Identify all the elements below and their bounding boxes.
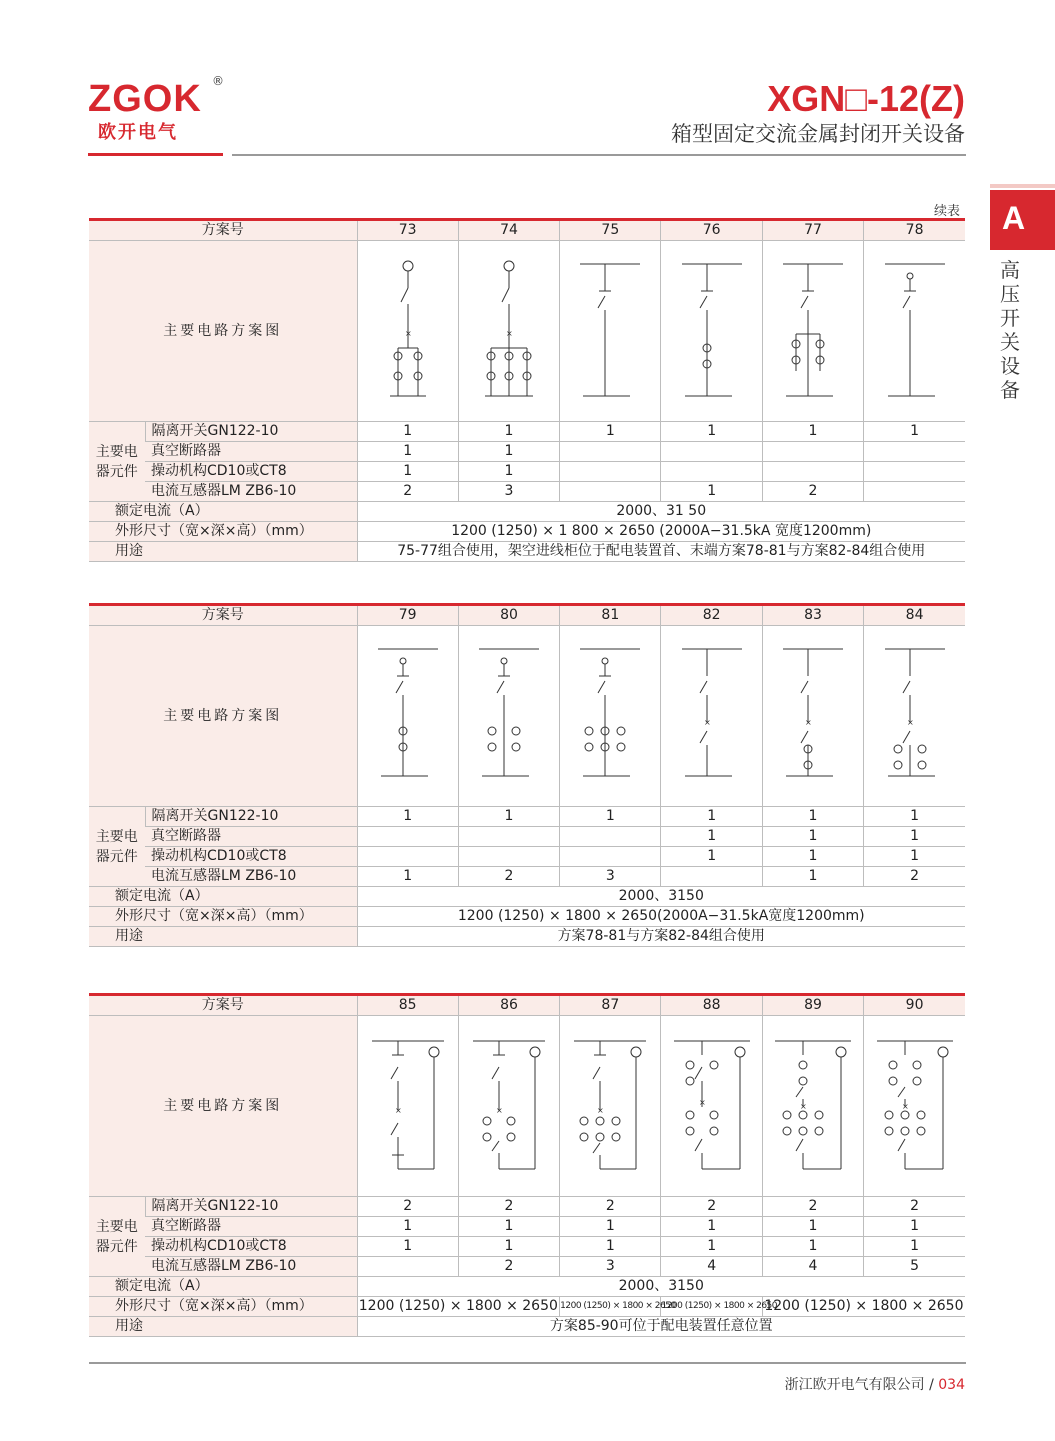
ct-row: [89, 867, 965, 887]
size-value: 1200 (1250) × 1 800 × 2650 (2000A−31.5kA 宽度1200mm): [357, 522, 965, 542]
circuit-74-icon: [479, 256, 539, 406]
value-cell: 1: [762, 807, 863, 827]
diagram-cell: [864, 626, 965, 807]
ct-row: [89, 1257, 965, 1277]
value-cell: 1: [661, 827, 762, 847]
svg-text:×: ×: [404, 329, 412, 338]
value-cell: 1: [357, 1217, 458, 1237]
diagram-cell: [357, 1016, 458, 1197]
current-row: [89, 887, 965, 907]
diagram-label: 主要电路方案图: [89, 626, 357, 807]
circuit-80-icon: [474, 641, 544, 791]
value-cell: 1: [864, 1217, 965, 1237]
scheme-table-1: [89, 218, 965, 562]
diagram-cell: [458, 1016, 559, 1197]
value-cell: [661, 867, 762, 887]
scheme-no: 78: [864, 220, 965, 241]
diagram-row: [89, 626, 965, 807]
scheme-no: 84: [864, 605, 965, 626]
circuit-82-icon: [677, 641, 747, 791]
mechanism-label: 操动机构CD10或CT8: [145, 1237, 357, 1257]
scheme-no: 89: [762, 995, 863, 1016]
value-cell: 1: [458, 1217, 559, 1237]
page-footer: [785, 1374, 965, 1394]
ct-row: [89, 482, 965, 502]
value-cell: 1: [661, 1217, 762, 1237]
diagram-row: [89, 1016, 965, 1197]
size-row: [89, 1297, 965, 1317]
usage-label: 用途: [89, 542, 357, 562]
value-cell: [560, 462, 661, 482]
usage-row: [89, 927, 965, 947]
value-cell: 1: [762, 867, 863, 887]
mechanism-row: [89, 847, 965, 867]
scheme-no: 80: [458, 605, 559, 626]
value-cell: [458, 827, 559, 847]
value-cell: 3: [560, 867, 661, 887]
scheme-no: 87: [560, 995, 661, 1016]
value-cell: 1: [762, 1237, 863, 1257]
value-cell: 1: [357, 422, 458, 442]
current-value: 2000、3150: [357, 887, 965, 907]
scheme-no-label: 方案号: [89, 220, 357, 241]
value-cell: 1: [458, 442, 559, 462]
value-cell: 1: [357, 462, 458, 482]
product-subtitle: 箱型固定交流金属封闭开关设备: [671, 122, 965, 146]
value-cell: 2: [357, 482, 458, 502]
value-cell: 1: [864, 827, 965, 847]
value-cell: 2: [560, 1197, 661, 1217]
value-cell: [357, 827, 458, 847]
value-cell: 3: [560, 1257, 661, 1277]
scheme-table-3: [89, 993, 965, 1337]
value-cell: 1: [560, 422, 661, 442]
scheme-no: 74: [458, 220, 559, 241]
isolator-label: 隔离开关GN122-10: [145, 1197, 357, 1217]
circuit-85-icon: [368, 1031, 448, 1181]
value-cell: 1: [864, 807, 965, 827]
size-value: 1200 (1250) × 1800 × 2650: [357, 1297, 560, 1317]
breaker-row: [89, 827, 965, 847]
value-cell: 1: [762, 827, 863, 847]
isolator-row: [89, 807, 965, 827]
usage-value: 75-77组合使用，架空进线柜位于配电装置首、末端方案78-81与方案82-84组合使用: [357, 542, 965, 562]
value-cell: 2: [762, 482, 863, 502]
footer-divider: [89, 1362, 966, 1364]
scheme-no: 90: [864, 995, 965, 1016]
svg-text:×: ×: [698, 1098, 706, 1107]
size-label: 外形尺寸（宽×深×高）（mm）: [89, 907, 357, 927]
ct-label: 电流互感器LM ZB6-10: [145, 1257, 357, 1277]
value-cell: [357, 847, 458, 867]
component-group-label: 主要电器元件: [89, 807, 145, 887]
company-name: 浙江欧开电气有限公司 /: [784, 1377, 934, 1393]
usage-row: [89, 542, 965, 562]
value-cell: 1: [864, 422, 965, 442]
value-cell: [661, 462, 762, 482]
diagram-cell: [762, 626, 863, 807]
diagram-label: 主要电路方案图: [89, 241, 357, 422]
size-label: 外形尺寸（宽×深×高）（mm）: [89, 522, 357, 542]
value-cell: 2: [864, 1197, 965, 1217]
value-cell: 1: [661, 482, 762, 502]
circuit-84-icon: [880, 641, 950, 791]
current-label: 额定电流（A）: [89, 502, 357, 522]
logo-text: ZGOK: [88, 78, 202, 120]
circuit-81-icon: [575, 641, 645, 791]
current-row: [89, 502, 965, 522]
breaker-row: [89, 442, 965, 462]
value-cell: 2: [458, 867, 559, 887]
breaker-label: 真空断路器: [145, 1217, 357, 1237]
size-label: 外形尺寸（宽×深×高）（mm）: [89, 1297, 357, 1317]
value-cell: 2: [458, 1257, 559, 1277]
svg-text:×: ×: [495, 1106, 503, 1115]
current-value: 2000、31 50: [357, 502, 965, 522]
value-cell: [560, 827, 661, 847]
circuit-90-icon: [873, 1031, 957, 1181]
scheme-no-label: 方案号: [89, 995, 357, 1016]
svg-text:×: ×: [394, 1106, 402, 1115]
value-cell: 1: [762, 422, 863, 442]
circuit-88-icon: [670, 1031, 754, 1181]
circuit-83-icon: [778, 641, 848, 791]
current-label: 额定电流（A）: [89, 887, 357, 907]
svg-text:×: ×: [799, 1102, 807, 1111]
value-cell: 4: [762, 1257, 863, 1277]
scheme-number-row: [89, 605, 965, 626]
scheme-no: 75: [560, 220, 661, 241]
value-cell: [864, 482, 965, 502]
size-value: 1200 (1250) × 1800 × 2650: [661, 1297, 762, 1317]
usage-value: 方案85-90可位于配电装置任意位置: [357, 1317, 965, 1337]
value-cell: 1: [560, 1237, 661, 1257]
current-label: 额定电流（A）: [89, 1277, 357, 1297]
size-value: 1200 (1250) × 1800 × 2650(2000A−31.5kA宽度1200mm): [357, 907, 965, 927]
scheme-no: 85: [357, 995, 458, 1016]
scheme-no: 81: [560, 605, 661, 626]
component-group-label: 主要电器元件: [89, 422, 145, 502]
value-cell: 1: [762, 1217, 863, 1237]
value-cell: 1: [458, 1237, 559, 1257]
value-cell: [357, 1257, 458, 1277]
value-cell: 1: [458, 422, 559, 442]
value-cell: [864, 442, 965, 462]
circuit-77-icon: [778, 256, 848, 406]
value-cell: 2: [357, 1197, 458, 1217]
value-cell: 1: [661, 807, 762, 827]
value-cell: 1: [560, 807, 661, 827]
svg-text:×: ×: [901, 1102, 909, 1111]
value-cell: 2: [864, 867, 965, 887]
circuit-79-icon: [373, 641, 443, 791]
size-value: 1200 (1250) × 1800 × 2650: [560, 1297, 661, 1317]
scheme-number-row: [89, 220, 965, 241]
size-value: 1200 (1250) × 1800 × 2650: [762, 1297, 965, 1317]
value-cell: 5: [864, 1257, 965, 1277]
circuit-73-icon: [378, 256, 438, 406]
size-row: [89, 907, 965, 927]
registered-mark: ®: [212, 74, 224, 88]
diagram-cell: [864, 241, 965, 422]
value-cell: 2: [661, 1197, 762, 1217]
diagram-cell: [458, 241, 559, 422]
value-cell: 2: [458, 1197, 559, 1217]
scheme-no: 79: [357, 605, 458, 626]
diagram-cell: [762, 1016, 863, 1197]
value-cell: [864, 462, 965, 482]
circuit-75-icon: [575, 256, 645, 406]
scheme-no: 83: [762, 605, 863, 626]
svg-text:×: ×: [804, 718, 812, 727]
value-cell: [458, 847, 559, 867]
product-model: XGN□-12(Z): [767, 78, 965, 119]
value-cell: [560, 442, 661, 462]
value-cell: 4: [661, 1257, 762, 1277]
size-row: [89, 522, 965, 542]
scheme-no-label: 方案号: [89, 605, 357, 626]
value-cell: [661, 442, 762, 462]
diagram-cell: [661, 241, 762, 422]
diagram-cell: [864, 1016, 965, 1197]
logo-underline: [88, 153, 223, 156]
header-divider: [232, 154, 966, 156]
isolator-row: [89, 1197, 965, 1217]
value-cell: 1: [864, 847, 965, 867]
breaker-label: 真空断路器: [145, 827, 357, 847]
current-row: [89, 1277, 965, 1297]
isolator-row: [89, 422, 965, 442]
value-cell: 1: [357, 867, 458, 887]
diagram-cell: [762, 241, 863, 422]
section-tab-label: 高压开关设备: [1000, 258, 1020, 402]
value-cell: [560, 847, 661, 867]
scheme-no: 77: [762, 220, 863, 241]
diagram-cell: [661, 1016, 762, 1197]
diagram-label: 主要电路方案图: [89, 1016, 357, 1197]
section-tab[interactable]: A: [990, 190, 1055, 250]
ct-label: 电流互感器LM ZB6-10: [145, 482, 357, 502]
side-tab-accent: [990, 184, 1055, 188]
scheme-no: 82: [661, 605, 762, 626]
value-cell: [560, 482, 661, 502]
breaker-label: 真空断路器: [145, 442, 357, 462]
svg-text:×: ×: [703, 718, 711, 727]
ct-label: 电流互感器LM ZB6-10: [145, 867, 357, 887]
diagram-cell: [357, 626, 458, 807]
usage-value: 方案78-81与方案82-84组合使用: [357, 927, 965, 947]
usage-row: [89, 1317, 965, 1337]
scheme-table-2: [89, 603, 965, 947]
value-cell: 1: [357, 1237, 458, 1257]
company-logo: [88, 74, 224, 144]
value-cell: 3: [458, 482, 559, 502]
value-cell: 1: [458, 462, 559, 482]
diagram-cell: [357, 241, 458, 422]
circuit-87-icon: [570, 1031, 650, 1181]
circuit-89-icon: [771, 1031, 855, 1181]
value-cell: 1: [661, 847, 762, 867]
scheme-no: 88: [661, 995, 762, 1016]
scheme-no: 73: [357, 220, 458, 241]
isolator-label: 隔离开关GN122-10: [145, 422, 357, 442]
diagram-cell: [560, 1016, 661, 1197]
value-cell: 1: [661, 422, 762, 442]
diagram-cell: [560, 241, 661, 422]
value-cell: [762, 462, 863, 482]
continued-label: 续表: [934, 204, 961, 219]
usage-label: 用途: [89, 927, 357, 947]
logo-subtitle: 欧开电气: [98, 122, 178, 143]
circuit-78-icon: [880, 256, 950, 406]
mechanism-label: 操动机构CD10或CT8: [145, 847, 357, 867]
scheme-no: 86: [458, 995, 559, 1016]
svg-text:×: ×: [906, 718, 914, 727]
circuit-86-icon: [469, 1031, 549, 1181]
mechanism-row: [89, 462, 965, 482]
value-cell: [762, 442, 863, 462]
value-cell: 1: [864, 1237, 965, 1257]
value-cell: 1: [458, 807, 559, 827]
scheme-number-row: [89, 995, 965, 1016]
circuit-76-icon: [677, 256, 747, 406]
mechanism-label: 操动机构CD10或CT8: [145, 462, 357, 482]
mechanism-row: [89, 1237, 965, 1257]
page-number: 034: [933, 1377, 965, 1393]
breaker-row: [89, 1217, 965, 1237]
value-cell: 1: [762, 847, 863, 867]
value-cell: 1: [357, 807, 458, 827]
diagram-cell: [458, 626, 559, 807]
value-cell: 1: [560, 1217, 661, 1237]
svg-text:×: ×: [597, 1106, 605, 1115]
component-group-label: 主要电器元件: [89, 1197, 145, 1277]
diagram-cell: [560, 626, 661, 807]
value-cell: 1: [357, 442, 458, 462]
isolator-label: 隔离开关GN122-10: [145, 807, 357, 827]
usage-label: 用途: [89, 1317, 357, 1337]
scheme-no: 76: [661, 220, 762, 241]
value-cell: 2: [762, 1197, 863, 1217]
diagram-row: [89, 241, 965, 422]
svg-text:×: ×: [505, 329, 513, 338]
diagram-cell: [661, 626, 762, 807]
value-cell: 1: [661, 1237, 762, 1257]
current-value: 2000、3150: [357, 1277, 965, 1297]
